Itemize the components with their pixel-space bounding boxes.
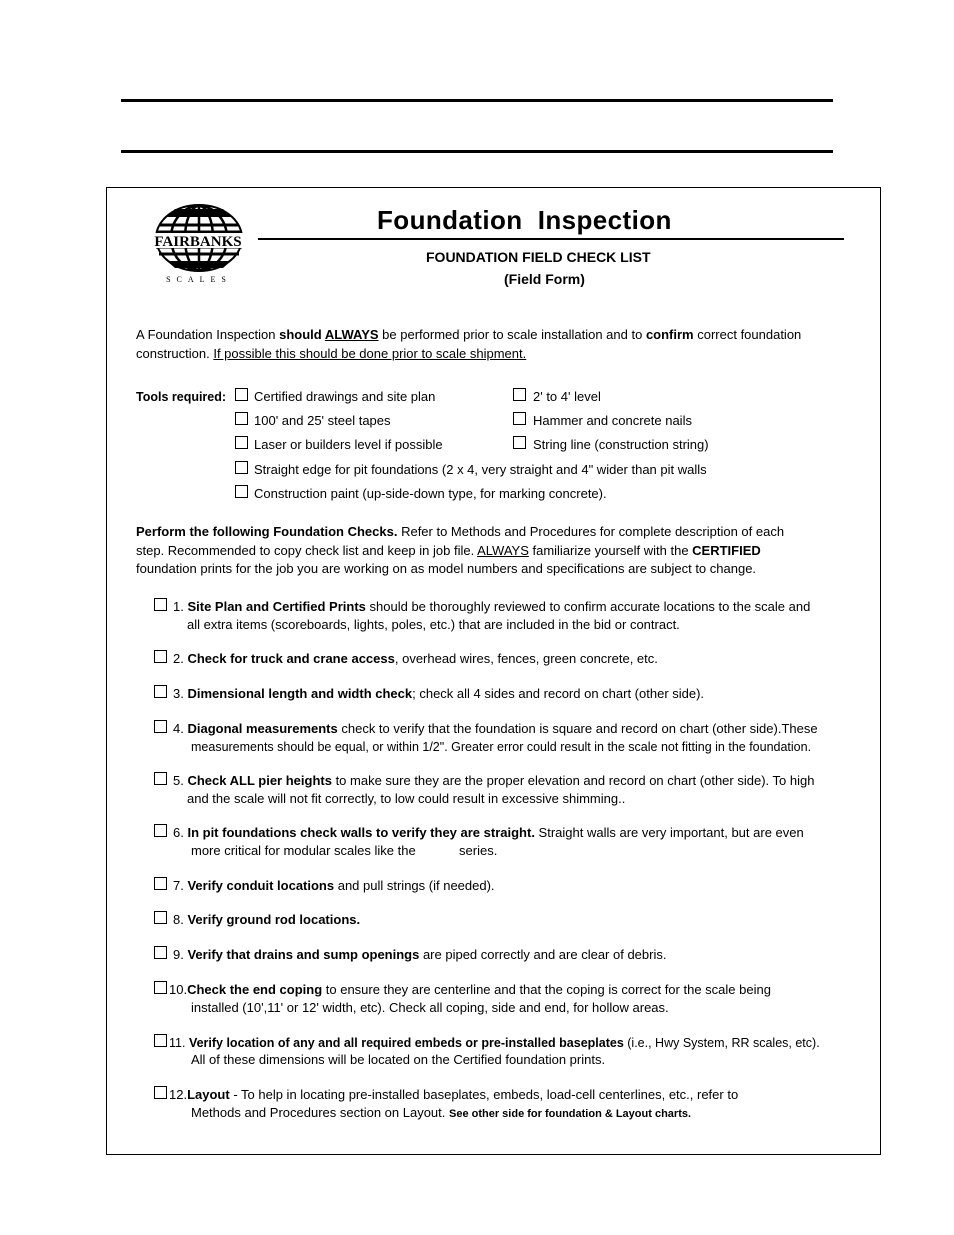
check-item-10: 10.Check the end coping to ensure they are centerline and that the coping is correct for the scale being xyxy=(169,982,771,997)
check-item-12: 12.Layout - To help in locating pre-installed baseplates, embeds, load-cell centerlines, etc., refer to xyxy=(169,1087,739,1102)
fairbanks-logo xyxy=(137,203,261,285)
check-item-9: 9. Verify that drains and sump openings are piped correctly and are clear of debris. xyxy=(173,947,667,962)
logo-wordmark: FAIRBANKS xyxy=(154,234,242,250)
second-rule xyxy=(121,150,833,153)
tool-label-7: Straight edge for pit foundations (2 x 4, very straight and 4" wider than pit walls xyxy=(254,462,707,477)
checks-intro: Perform the following Foundation Checks. Refer to Methods and Procedures for complete description of each step. Recommended to copy check list and keep in job file. ALWAYS familiarize yourself with the CERTIFIED foundation prints for the job you are working on as model numbers and specifications are subject to change. xyxy=(136,524,785,576)
check-item-10-line2: installed (10',11' or 12' width, etc). Check all coping, side and end, for hollow areas. xyxy=(191,1000,669,1015)
check-item-4-line2: measurements should be equal, or within 1/2". Greater error could result in the scale not fitting in the foundation. xyxy=(191,740,812,754)
logo-subtext: SCALES xyxy=(166,275,232,284)
title-underline xyxy=(258,238,844,240)
top-rule xyxy=(121,99,833,102)
tool-label-8: Construction paint (up-side-down type, for marking concrete). xyxy=(254,486,607,501)
check-box-11[interactable] xyxy=(154,1034,167,1047)
check-box-4[interactable] xyxy=(154,720,167,733)
tool-label-4: Hammer and concrete nails xyxy=(533,413,692,428)
tool-checkbox-5[interactable] xyxy=(235,436,248,449)
check-item-11-line2: All of these dimensions will be located on the Certified foundation prints. xyxy=(191,1052,606,1067)
tool-checkbox-8[interactable] xyxy=(235,485,248,498)
check-box-8[interactable] xyxy=(154,911,167,924)
check-item-6-line2: more critical for modular scales like the series. xyxy=(191,843,498,858)
page-title: Foundation Inspection xyxy=(377,205,672,235)
tool-checkbox-7[interactable] xyxy=(235,461,248,474)
check-box-7[interactable] xyxy=(154,877,167,890)
check-item-1: 1. Site Plan and Certified Prints should be thoroughly reviewed to confirm accurate locations to the scale and xyxy=(173,599,811,614)
check-box-6[interactable] xyxy=(154,824,167,837)
tool-checkbox-6[interactable] xyxy=(513,436,526,449)
form-type: (Field Form) xyxy=(504,271,585,287)
check-item-1-line2: all extra items (scoreboards, lights, poles, etc.) that are included in the bid or contract. xyxy=(187,617,680,632)
check-item-5-line2: and the scale will not fit correctly, to low could result in excessive shimming.. xyxy=(187,791,626,806)
check-item-8: 8. Verify ground rod locations. xyxy=(173,912,361,927)
tool-label-3: 100' and 25' steel tapes xyxy=(254,413,391,428)
check-item-6: 6. In pit foundations check walls to verify they are straight. Straight walls are very important, but are even xyxy=(173,825,804,840)
check-item-11: 11. Verify location of any and all required embeds or pre-installed baseplates (i.e., Hwy System, RR scales, etc). xyxy=(169,1036,820,1050)
form-subtitle: FOUNDATION FIELD CHECK LIST xyxy=(426,249,651,265)
tool-label-2: 2' to 4' level xyxy=(533,389,601,404)
tool-label-5: Laser or builders level if possible xyxy=(254,437,443,452)
check-item-3: 3. Dimensional length and width check; check all 4 sides and record on chart (other side). xyxy=(173,686,705,701)
check-box-12[interactable] xyxy=(154,1086,167,1099)
check-box-10[interactable] xyxy=(154,981,167,994)
tool-checkbox-4[interactable] xyxy=(513,412,526,425)
intro-paragraph: A Foundation Inspection should ALWAYS be performed prior to scale installation and to confirm correct foundation construction. If possible this should be done prior to scale shipment. xyxy=(136,327,802,361)
check-box-1[interactable] xyxy=(154,598,167,611)
tool-label-6: String line (construction string) xyxy=(533,437,709,452)
check-item-7: 7. Verify conduit locations and pull strings (if needed). xyxy=(173,878,495,893)
check-box-3[interactable] xyxy=(154,685,167,698)
tools-label: Tools required: xyxy=(136,390,227,404)
tool-checkbox-1[interactable] xyxy=(235,388,248,401)
check-item-2: 2. Check for truck and crane access, overhead wires, fences, green concrete, etc. xyxy=(173,651,658,666)
tool-checkbox-2[interactable] xyxy=(513,388,526,401)
check-box-9[interactable] xyxy=(154,946,167,959)
tool-label-1: Certified drawings and site plan xyxy=(254,389,436,404)
check-item-12-line2: Methods and Procedures section on Layout. See other side for foundation & Layout charts. xyxy=(191,1105,692,1120)
check-item-4: 4. Diagonal measurements check to verify that the foundation is square and record on chart (other side).These xyxy=(173,721,818,736)
check-item-5: 5. Check ALL pier heights to make sure they are the proper elevation and record on chart (other side). To high xyxy=(173,773,815,788)
check-box-5[interactable] xyxy=(154,772,167,785)
tool-checkbox-3[interactable] xyxy=(235,412,248,425)
check-box-2[interactable] xyxy=(154,650,167,663)
